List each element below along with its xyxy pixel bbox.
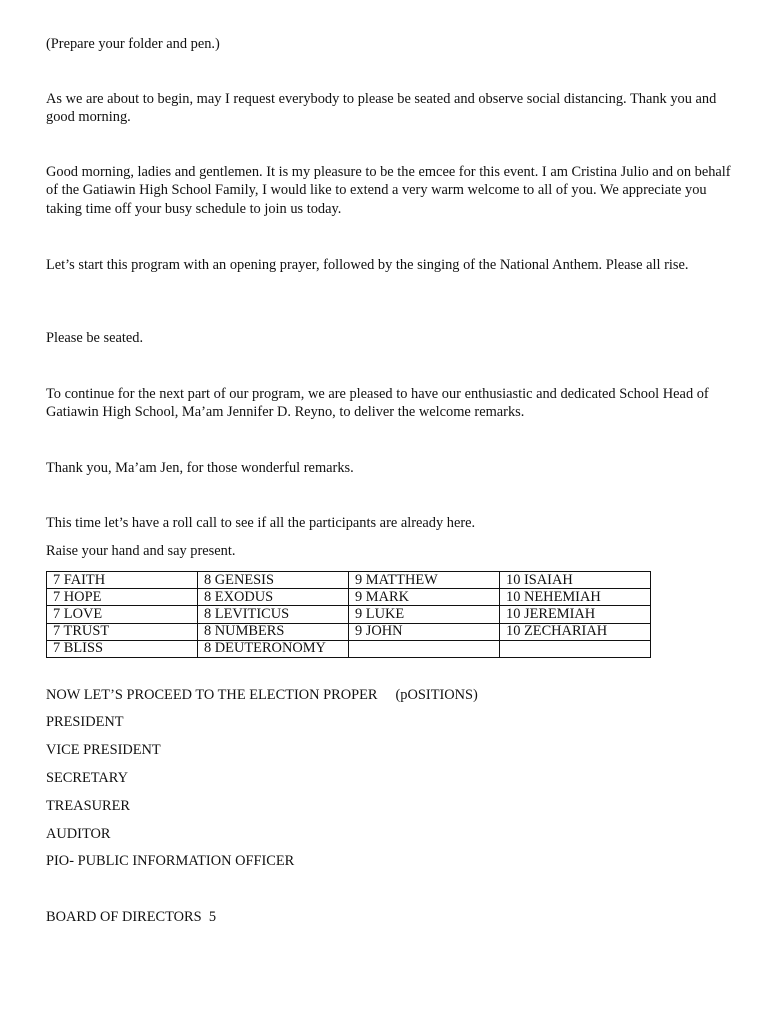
roll-call-table bbox=[46, 571, 651, 658]
prepare-note: (Prepare your folder and pen.) bbox=[46, 36, 220, 52]
table-cell: 8 NUMBERS bbox=[198, 623, 349, 640]
position-item: TREASURER bbox=[46, 798, 130, 814]
table-cell: 7 BLISS bbox=[47, 640, 198, 657]
table-cell: 9 MARK bbox=[349, 589, 500, 606]
election-heading: NOW LET’S PROCEED TO THE ELECTION PROPER (pOSITIONS) bbox=[46, 687, 478, 703]
position-item: SECRETARY bbox=[46, 770, 129, 786]
table-cell: 8 DEUTERONOMY bbox=[198, 640, 349, 657]
table-cell: 10 NEHEMIAH bbox=[500, 589, 651, 606]
board-of-directors: BOARD OF DIRECTORS 5 bbox=[46, 909, 217, 925]
welcome-paragraph: Good morning, ladies and gentlemen. It is my pleasure to be the emcee for this event. I am Cristina Julio and on behalf of the Gatiawin High School Family, I would like to extend a very warm welcome to all of you. We appreciate you taking time off your busy schedule to join us today. bbox=[46, 164, 731, 217]
table-cell: 8 GENESIS bbox=[198, 572, 349, 589]
thanks-paragraph: Thank you, Ma’am Jen, for those wonderful remarks. bbox=[46, 460, 354, 476]
table-row bbox=[47, 623, 651, 640]
position-item: AUDITOR bbox=[46, 826, 111, 842]
table-cell bbox=[500, 640, 651, 657]
table-cell: 9 JOHN bbox=[349, 623, 500, 640]
continue-paragraph: To continue for the next part of our program, we are pleased to have our enthusiastic and dedicated School Head of Gatiawin High School, Ma’am Jennifer D. Reyno, to deliver the welcome remarks. bbox=[46, 386, 709, 421]
table-cell: 9 LUKE bbox=[349, 606, 500, 623]
table-cell: 7 TRUST bbox=[47, 623, 198, 640]
position-item: PRESIDENT bbox=[46, 714, 124, 730]
table-row bbox=[47, 640, 651, 657]
table-cell: 7 LOVE bbox=[47, 606, 198, 623]
raise-hand-paragraph: Raise your hand and say present. bbox=[46, 543, 236, 559]
begin-paragraph: As we are about to begin, may I request everybody to please be seated and observe social distancing. Thank you and good morning. bbox=[46, 91, 717, 126]
table-row bbox=[47, 589, 651, 606]
rollcall-paragraph: This time let’s have a roll call to see if all the participants are already here. bbox=[46, 515, 476, 531]
table-cell: 7 FAITH bbox=[47, 572, 198, 589]
table-cell: 10 ZECHARIAH bbox=[500, 623, 651, 640]
table-row bbox=[47, 572, 651, 589]
table-cell bbox=[349, 640, 500, 657]
seated-paragraph: Please be seated. bbox=[46, 330, 144, 346]
table-cell: 7 HOPE bbox=[47, 589, 198, 606]
table-row bbox=[47, 606, 651, 623]
prayer-paragraph: Let’s start this program with an opening prayer, followed by the singing of the National Anthem. Please all rise. bbox=[46, 257, 689, 273]
table-cell: 10 JEREMIAH bbox=[500, 606, 651, 623]
table-cell: 8 LEVITICUS bbox=[198, 606, 349, 623]
position-item: PIO- PUBLIC INFORMATION OFFICER bbox=[46, 853, 295, 869]
table-cell: 8 EXODUS bbox=[198, 589, 349, 606]
table-cell: 10 ISAIAH bbox=[500, 572, 651, 589]
position-item: VICE PRESIDENT bbox=[46, 742, 161, 758]
table-cell: 9 MATTHEW bbox=[349, 572, 500, 589]
